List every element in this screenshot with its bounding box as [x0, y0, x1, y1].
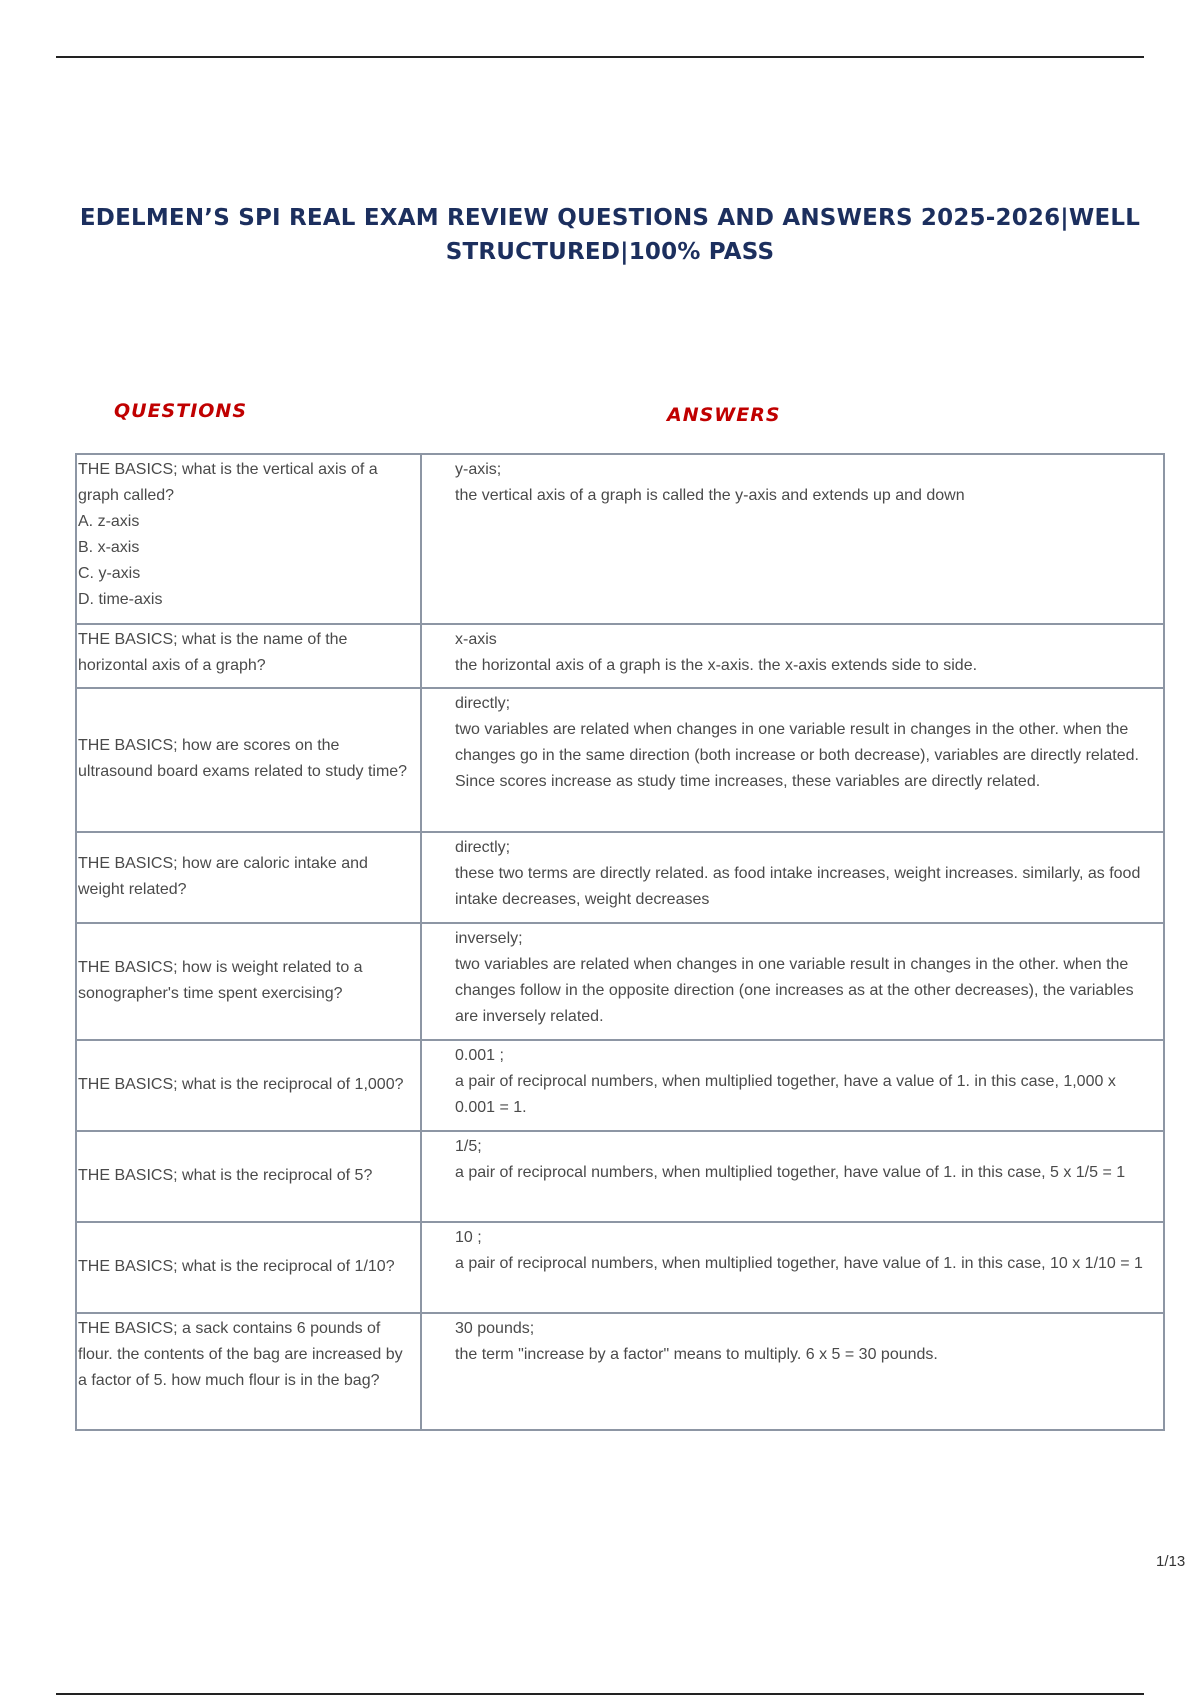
qa-row — [76, 1313, 1164, 1430]
answer-explanation: a pair of reciprocal numbers, when multiplied together, have value of 1. in this case, 5 x 1/5 = 1 — [455, 1164, 1126, 1181]
answer-key: directly; — [455, 695, 511, 712]
option-d: D. time-axis — [78, 591, 163, 608]
qa-row — [76, 1131, 1164, 1222]
answer-explanation: these two terms are directly related. as food intake increases, weight increases. similarly, as food intake decreases, weight decreases — [455, 865, 1141, 908]
page-number: 1/13 — [1156, 1553, 1186, 1570]
answer-key: inversely; — [455, 930, 523, 947]
answer-cell — [421, 688, 1164, 832]
answer-key: x-axis — [455, 631, 497, 648]
answer-cell — [421, 1222, 1164, 1313]
answer-cell — [421, 1040, 1164, 1131]
answer-explanation: a pair of reciprocal numbers, when multiplied together, have value of 1. in this case, 10 x 1/10 = 1 — [455, 1255, 1143, 1272]
qa-row — [76, 1040, 1164, 1131]
answer-cell — [421, 832, 1164, 923]
option-a: A. z-axis — [78, 513, 140, 530]
answer-cell — [421, 1313, 1164, 1430]
answer-key: 1/5; — [455, 1138, 482, 1155]
questions-heading: QUESTIONS — [114, 400, 248, 422]
answer-key: 10 ; — [455, 1229, 482, 1246]
answer-explanation: two variables are related when changes in one variable result in changes in the other. when the changes follow in the opposite direction (one increases as at the other decreases), the variables are inversely related. — [455, 956, 1134, 1025]
question-text: THE BASICS; what is the reciprocal of 1/10? — [78, 1257, 395, 1275]
answer-explanation: the term "increase by a factor" means to multiply. 6 x 5 = 30 pounds. — [455, 1346, 938, 1363]
answer-explanation: a pair of reciprocal numbers, when multiplied together, have a value of 1. in this case, 1,000 x 0.001 = 1. — [455, 1073, 1116, 1116]
option-b: B. x-axis — [78, 539, 140, 556]
question-cell — [76, 1131, 421, 1222]
qa-row — [76, 454, 1164, 624]
answer-explanation: the vertical axis of a graph is called the y-axis and extends up and down — [455, 487, 965, 504]
answer-key: directly; — [455, 839, 511, 856]
question-text: THE BASICS; what is the name of the horizontal axis of a graph? — [78, 631, 348, 674]
question-cell — [76, 688, 421, 832]
answers-heading: ANSWERS — [667, 404, 781, 426]
answer-key: y-axis; — [455, 461, 502, 478]
qa-row — [76, 832, 1164, 923]
answer-cell — [421, 454, 1164, 624]
qa-row — [76, 1222, 1164, 1313]
question-cell — [76, 923, 421, 1040]
answer-key: 30 pounds; — [455, 1320, 535, 1337]
question-cell — [76, 1040, 421, 1131]
question-text: THE BASICS; a sack contains 6 pounds of flour. the contents of the bag are increased by a factor of 5. how much flour is in the bag? — [78, 1320, 403, 1389]
question-cell — [76, 624, 421, 688]
answer-cell — [421, 624, 1164, 688]
qa-row — [76, 688, 1164, 832]
question-cell — [76, 1313, 421, 1430]
answer-explanation: the horizontal axis of a graph is the x-axis. the x-axis extends side to side. — [455, 657, 978, 674]
question-text: THE BASICS; what is the reciprocal of 1,000? — [78, 1075, 404, 1093]
question-text: THE BASICS; how are caloric intake and weight related? — [78, 854, 368, 898]
qa-table — [75, 453, 1165, 1431]
top-rule — [56, 56, 1144, 58]
question-text: THE BASICS; how is weight related to a sonographer's time spent exercising? — [78, 958, 363, 1002]
answer-cell — [421, 923, 1164, 1040]
question-text: THE BASICS; how are scores on the ultrasound board exams related to study time? — [78, 737, 408, 780]
option-c: C. y-axis — [78, 565, 141, 582]
bottom-rule — [56, 1693, 1144, 1695]
question-cell — [76, 1222, 421, 1313]
qa-row — [76, 624, 1164, 688]
question-text: THE BASICS; what is the vertical axis of a graph called? — [78, 461, 378, 504]
qa-row — [76, 923, 1164, 1040]
answer-explanation: two variables are related when changes in one variable result in changes in the other. when the changes go in the same direction (both increase or both decrease), variables are directly related. Since scores increase as study time increases, these variables are directly related. — [455, 721, 1139, 790]
question-text: THE BASICS; what is the reciprocal of 5? — [78, 1166, 373, 1184]
question-cell — [76, 832, 421, 923]
answer-key: 0.001 ; — [455, 1047, 504, 1064]
document-title: EDELMEN’S SPI REAL EXAM REVIEW QUESTIONS AND ANSWERS 2025-2026|WELL STRUCTURED|100% PASS — [79, 205, 1141, 265]
question-cell — [76, 454, 421, 624]
answer-cell — [421, 1131, 1164, 1222]
